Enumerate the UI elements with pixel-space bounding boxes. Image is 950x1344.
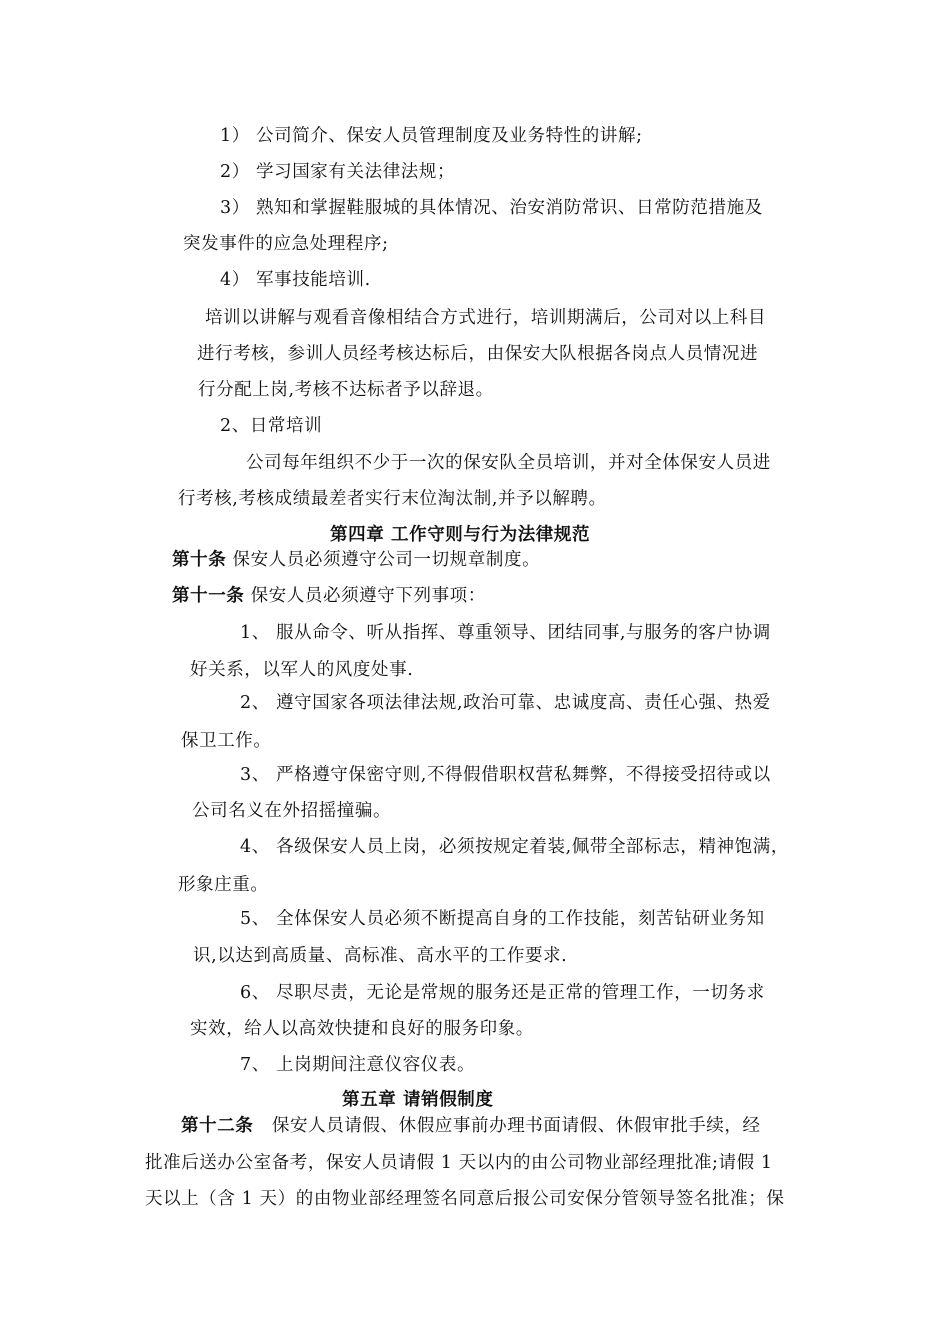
- training-paragraph-line-3: 行分配上岗,考核不达标者予以辞退。: [198, 380, 494, 400]
- rule-7: 7、 上岗期间注意仪容仪表。: [240, 1055, 476, 1075]
- rule-1-line-2: 好关系，以军人的风度处事.: [190, 660, 414, 680]
- training-item-4: 4） 军事技能培训.: [220, 270, 371, 290]
- rule-4-line-1: 4、 各级保安人员上岗，必须按规定着装,佩带全部标志，精神饱满，: [240, 837, 789, 857]
- daily-training-line-2: 行考核,考核成绩最差者实行末位淘汰制,并予以解聘。: [178, 489, 607, 509]
- rule-6-line-2: 实效，给人以高效快捷和良好的服务印象。: [190, 1019, 534, 1039]
- training-item-1: 1） 公司简介、保安人员管理制度及业务特性的讲解;: [220, 126, 643, 146]
- article-10-text: 保安人员必须遵守公司一切规章制度。: [232, 550, 541, 570]
- rule-3-line-2: 公司名义在外招摇撞骗。: [192, 801, 392, 821]
- chapter-4-title: 第四章 工作守则与行为法律规范: [330, 525, 591, 545]
- rule-5-line-2: 识,以达到高质量、高标准、高水平的工作要求.: [193, 946, 568, 966]
- article-12-text: 保安人员请假、休假应事前办理书面请假、休假审批手续，经: [271, 1116, 761, 1136]
- rule-2-line-1: 2、 遵守国家各项法律法规,政治可靠、忠诚度高、责任心强、热爱: [240, 693, 771, 713]
- training-item-3-cont: 突发事件的应急处理程序;: [183, 234, 389, 254]
- chapter-5-title: 第五章 请销假制度: [342, 1090, 494, 1110]
- article-12-line-2: 批准后送办公室备考，保安人员请假 1 天以内的由公司物业部经理批准;请假 1: [145, 1153, 773, 1173]
- training-item-2: 2） 学习国家有关法律法规；: [220, 162, 456, 182]
- article-10: [172, 548, 540, 572]
- rule-3-line-1: 3、 严格遵守保密守则,不得假借职权营私舞弊，不得接受招待或以: [240, 765, 771, 785]
- rule-1-line-1: 1、 服从命令、听从指挥、尊重领导、团结同事,与服务的客户协调: [240, 623, 771, 643]
- article-11-text: 保安人员必须遵守下列事项：: [250, 586, 486, 606]
- rule-2-line-2: 保卫工作。: [181, 731, 272, 751]
- article-11: [172, 584, 486, 608]
- rule-6-line-1: 6、 尽职尽责，无论是常规的服务还是正常的管理工作，一切务求: [240, 983, 765, 1003]
- article-12-label: 第十二条: [181, 1116, 254, 1136]
- training-paragraph-line-1: 培训以讲解与观看音像相结合方式进行，培训期满后，公司对以上科目: [205, 308, 767, 328]
- daily-training-line-1: 公司每年组织不少于一次的保安队全员培训，并对全体保安人员进: [246, 453, 771, 473]
- article-11-label: 第十一条: [172, 586, 245, 606]
- article-12-line-3: 天以上（含 1 天）的由物业部经理签名同意后报公司安保分管领导签名批准；保: [145, 1189, 785, 1209]
- daily-training-heading: 2、日常培训: [220, 416, 323, 436]
- article-12: [181, 1114, 761, 1138]
- training-paragraph-line-2: 进行考核，参训人员经考核达标后，由保安大队根据各岗点人员情况进: [197, 344, 759, 364]
- rule-4-line-2: 形象庄重。: [178, 875, 269, 895]
- training-item-3: 3） 熟知和掌握鞋服城的具体情况、治安消防常识、日常防范措施及: [220, 198, 763, 218]
- article-10-label: 第十条: [172, 550, 227, 570]
- rule-5-line-1: 5、 全体保安人员必须不断提高自身的工作技能，刻苦钻研业务知: [240, 909, 765, 929]
